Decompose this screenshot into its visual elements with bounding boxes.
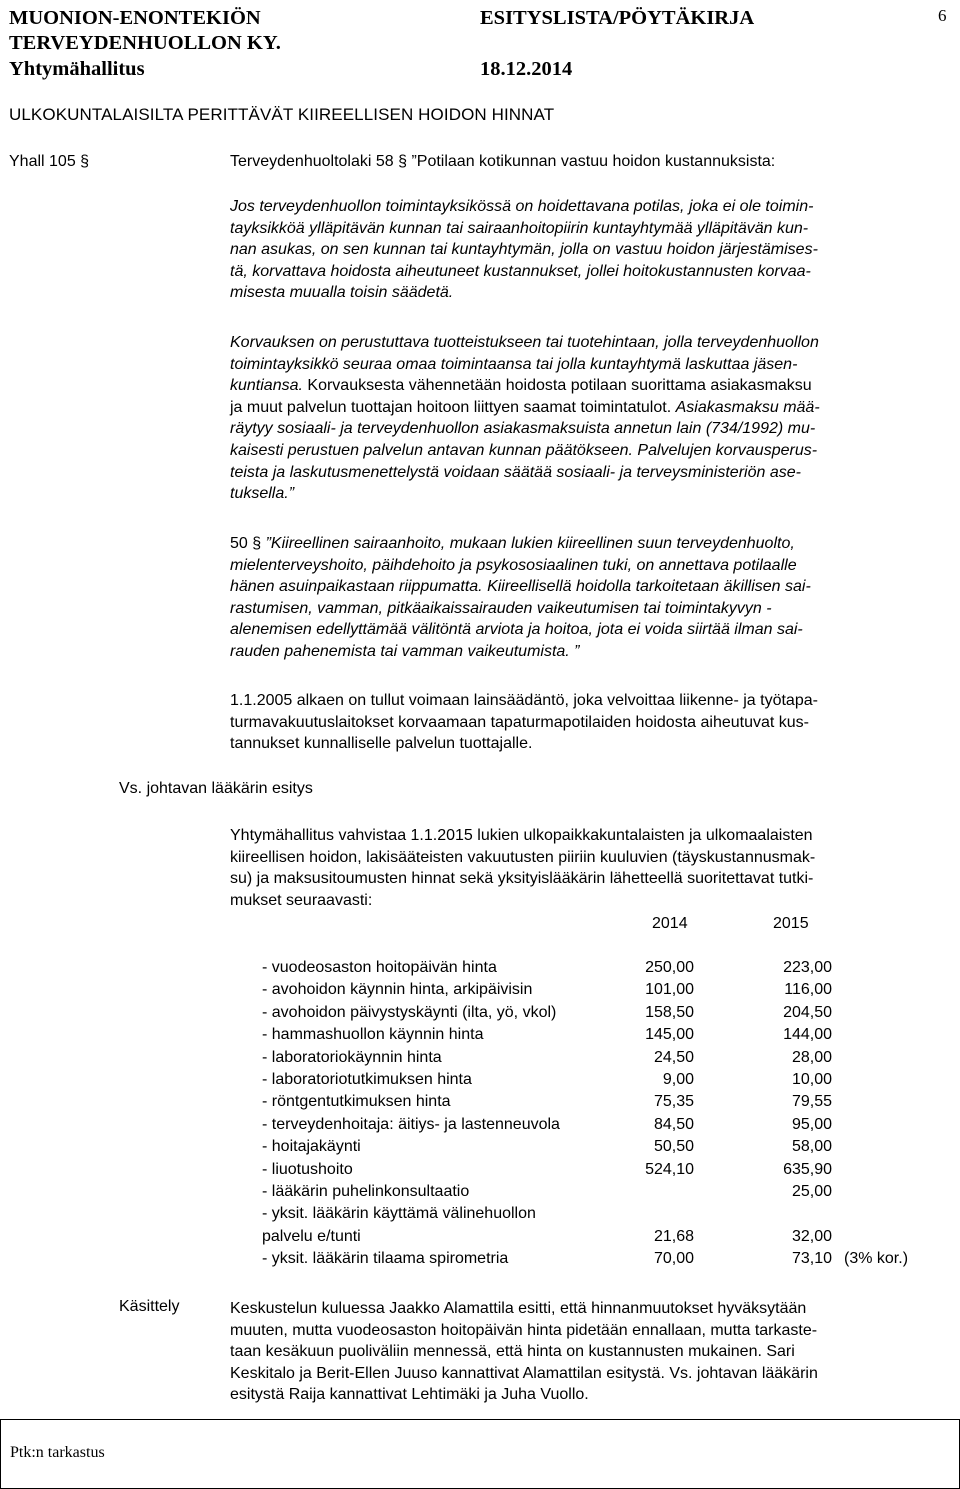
fee-2014: 158,50 <box>645 1003 694 1021</box>
spacer <box>694 957 768 979</box>
fee-2014 <box>630 1203 694 1225</box>
fee-2015: 223,00 <box>783 959 832 976</box>
doc-type: ESITYSLISTA/PÖYTÄKIRJA <box>480 7 755 29</box>
fee-2015: 73,10 <box>791 1250 832 1268</box>
sec50-text: Kiireellisellä hoidolla tarkoitetaan äkillisen sai- <box>487 578 811 596</box>
proposal-line: Yhtymähallitus vahvistaa 1.1.2015 lukien ulkopaikkakuntalaisten ja ulkomaalaisten <box>230 827 813 844</box>
spacer <box>694 1136 768 1158</box>
quote2-line <box>230 397 950 419</box>
proposal-line: kiireellisen hoidon, lakisääteisten vakuutusten piiriin kuuluvien (täyskustannusmak- <box>230 848 816 866</box>
fee-item: - yksit. lääkärin tilaama spirometria <box>262 1250 509 1268</box>
quote1-line: misesta muualla toisin säädetä. <box>230 284 454 302</box>
fee-row <box>262 1002 908 1024</box>
fee-2015: 28,00 <box>791 1048 832 1066</box>
proposal-line: mukset seuraavasti: <box>230 891 373 909</box>
fee-item: - yksit. lääkärin käyttämä välinehuollon <box>262 1205 536 1223</box>
meeting-date: 18.12.2014 <box>480 58 573 80</box>
review-box <box>0 1419 960 1489</box>
discussion-line: taan kesäkuun puoliväliin mennessä, että hinta on kustannusten mukainen. Sari <box>230 1343 795 1361</box>
fee-note <box>832 1091 908 1113</box>
discussion-line: esitystä Raija kannattivat Lehtimäki ja Juha Vuollo. <box>230 1386 589 1404</box>
fee-table <box>262 957 908 1271</box>
fee-row <box>262 1024 908 1046</box>
spacer <box>694 1024 768 1046</box>
quote2-normal-part: Korvauksesta vähennetään hoidosta potilaan suorittama asiakasmaksu <box>307 377 812 395</box>
fee-item: - hammashuollon käynnin hinta <box>262 1026 484 1044</box>
fee-note <box>832 1047 908 1069</box>
fee-note <box>832 979 908 1001</box>
fee-2014: 250,00 <box>645 959 694 976</box>
quote1-line: nan asukas, on sen kunnan tai kuntayhtymän, jolla on vastuu hoidon järjestämises- <box>230 241 818 259</box>
law-section-50 <box>230 533 950 663</box>
case-reference: Yhall 105 § <box>9 153 90 170</box>
quote2-normal-part: ja muut palvelun tuottajan hoitoon liittyen saamat toimintatulot. <box>230 398 676 416</box>
sec50-text: ”Kiireellinen sairaanhoito, mukaan lukien kiireellinen suun terveydenhuolto, <box>265 535 795 552</box>
quote1-line: tä, korvattava hoidosta aiheutuneet kustannukset, jollei hoitokustannusten korvaa- <box>230 262 811 280</box>
fee-note <box>832 1114 908 1136</box>
document-title: ULKOKUNTALAISILTA PERITTÄVÄT KIIREELLISEN HOIDON HINNAT <box>9 105 555 124</box>
fee-row <box>262 1181 908 1203</box>
fee-2014: 9,00 <box>662 1071 694 1089</box>
fee-row <box>262 979 908 1001</box>
sec50-line: mielenterveyshoito, päihdehoito ja psykososiaalinen tuki, on annettava potilaalle <box>230 556 797 574</box>
fee-note <box>832 1203 908 1225</box>
column-header-2015: 2015 <box>773 915 809 932</box>
fee-item: - hoitajakäynti <box>262 1138 361 1156</box>
fee-2015: 95,00 <box>791 1115 832 1133</box>
quote1-line: Jos terveydenhuollon toimintayksikössä on hoidettavana potilas, joka ei ole toimin- <box>230 198 814 215</box>
proposal-text <box>230 825 950 911</box>
fee-row <box>262 1114 908 1136</box>
spacer <box>694 979 768 1001</box>
spacer <box>694 1047 768 1069</box>
sec50-line <box>230 576 950 598</box>
fee-note <box>832 1002 908 1024</box>
fee-item: - röntgentutkimuksen hinta <box>262 1093 451 1111</box>
fee-2015: 204,50 <box>783 1003 832 1021</box>
spacer <box>694 1002 768 1024</box>
fee-2015: 25,00 <box>791 1183 832 1201</box>
fee-2014: 145,00 <box>645 1026 694 1044</box>
fee-2015: 10,00 <box>791 1071 832 1089</box>
org-name-line2: TERVEYDENHUOLLON KY. <box>9 32 281 54</box>
fee-row <box>262 1136 908 1158</box>
law-quote-1 <box>230 196 950 304</box>
fee-item: - terveydenhoitaja: äitiys- ja lastenneuvola <box>262 1115 560 1133</box>
quote2-line: toimintayksikkö seuraa omaa toimintaansa tai jolla kuntayhtymä laskuttaa jäsen- <box>230 355 798 373</box>
spacer <box>694 1226 768 1248</box>
law2005-line: turmavakuutuslaitokset korvaamaan tapaturmapotilaiden hoidosta aiheutuvat kus- <box>230 713 809 731</box>
fee-note <box>832 1069 908 1091</box>
quote2-line: Korvauksen on perustuttava tuotteistukseen tai tuotehintaan, jolla terveydenhuollon <box>230 334 819 351</box>
quote2-italic-part: kaisesti perustuen palvelun antavan kunnan päätökseen. <box>230 441 638 459</box>
fee-item: palvelu e/tunti <box>262 1227 361 1245</box>
spacer <box>694 1069 768 1091</box>
fee-item: - avohoidon päivystyskäynti (ilta, yö, vkol) <box>262 1003 557 1021</box>
fee-2014: 70,00 <box>653 1250 694 1268</box>
fee-row <box>262 1159 908 1181</box>
org-name-line1: MUONION-ENONTEKIÖN <box>9 7 261 29</box>
fee-row <box>262 1248 908 1270</box>
law2005-line: 1.1.2005 alkaen on tullut voimaan lainsäädäntö, joka velvoittaa liikenne- ja työtapa- <box>230 692 818 709</box>
sec50-line: alenemisen edellyttämää välitöntä arviota ja hoitoa, jota ei voida siirtää ilman sai- <box>230 621 803 639</box>
sec50-text: hänen asuinpaikastaan riippumatta. <box>230 578 488 596</box>
fee-2014: 24,50 <box>653 1048 694 1066</box>
fee-item: - liuotushoito <box>262 1160 353 1178</box>
proposal-line: su) ja maksusitoumusten hinnat sekä yksityislääkärin lähetteellä suoritettavat tutki- <box>230 870 814 888</box>
quote1-line: tayksikköä ylläpitävän kunnan tai sairaanhoitopiirin kuntayhtymää ylläpitävän kun- <box>230 219 809 237</box>
spacer <box>694 1203 768 1225</box>
fee-row <box>262 1047 908 1069</box>
fee-2015: 79,55 <box>791 1093 832 1111</box>
spacer <box>694 1091 768 1113</box>
fee-row <box>262 1203 908 1225</box>
quote2-line <box>230 375 950 397</box>
quote2-italic-part: Asiakasmaksu mää- <box>675 398 820 416</box>
fee-2014 <box>630 1181 694 1203</box>
fee-note <box>832 1226 908 1248</box>
fee-2014: 50,50 <box>653 1138 694 1156</box>
fee-item: - laboratoriokäynnin hinta <box>262 1048 442 1066</box>
fee-row <box>262 957 908 979</box>
spacer <box>694 1159 768 1181</box>
discussion-line: muuten, mutta vuodeosaston hoitopäivän hinta pidetään ennallaan, mutta tarkaste- <box>230 1321 818 1339</box>
fee-2015: 144,00 <box>783 1026 832 1044</box>
quote2-line: teista ja laskutusmenettelystä voidaan säätää sosiaali- ja terveysministeriön ase- <box>230 463 801 481</box>
discussion-line: Keskustelun kuluessa Jaakko Alamattila esitti, että hinnanmuutokset hyväksytään <box>230 1300 807 1317</box>
sec50-line: rastumisen, vamman, pitkäaikaissairauden vaikeutumisen tai toimintakyvyn - <box>230 599 772 617</box>
quote2-line: räytyy sosiaali- ja terveydenhuollon asiakasmaksuista annetun lain (734/1992) mu- <box>230 420 816 438</box>
fee-2014: 101,00 <box>645 981 694 999</box>
fee-2014: 75,35 <box>653 1093 694 1111</box>
quote2-italic-part: kuntiansa. <box>230 377 308 395</box>
quote2-italic-part: Palvelujen korvausperus- <box>637 441 818 459</box>
law-quote-2 <box>230 332 950 505</box>
sec50-line <box>230 533 950 555</box>
fee-2015: 635,90 <box>783 1160 832 1178</box>
body-name: Yhtymähallitus <box>9 58 145 80</box>
fee-item: - vuodeosaston hoitopäivän hinta <box>262 959 497 976</box>
column-header-2014: 2014 <box>652 915 688 932</box>
fee-item: - avohoidon käynnin hinta, arkipäivisin <box>262 981 533 999</box>
fee-note <box>832 957 908 979</box>
law2005-line: tannukset kunnalliselle palvelun tuottajalle. <box>230 735 533 753</box>
sec50-ref: 50 § <box>230 535 266 552</box>
law-heading: Terveydenhuoltolaki 58 § ”Potilaan kotikunnan vastuu hoidon kustannuksista: <box>230 153 776 170</box>
spacer <box>694 1248 768 1270</box>
law-2005 <box>230 690 950 755</box>
review-label: Ptk:n tarkastus <box>10 1444 105 1461</box>
fee-row <box>262 1226 908 1248</box>
page-number: 6 <box>938 6 947 25</box>
fee-note <box>832 1159 908 1181</box>
quote2-line <box>230 440 950 462</box>
sec50-line: rauden pahenemista tai vamman vaikeutumista. ” <box>230 642 580 660</box>
fee-2014: 84,50 <box>653 1115 694 1133</box>
fee-row <box>262 1091 908 1113</box>
fee-2015 <box>768 1203 832 1225</box>
fee-row <box>262 1069 908 1091</box>
discussion-label: Käsittely <box>119 1298 180 1315</box>
proposal-label: Vs. johtavan lääkärin esitys <box>119 780 313 797</box>
spacer <box>694 1114 768 1136</box>
fee-2015: 58,00 <box>791 1138 832 1156</box>
fee-note <box>832 1181 908 1203</box>
discussion-text <box>230 1298 950 1406</box>
fee-item: - lääkärin puhelinkonsultaatio <box>262 1183 470 1201</box>
fee-2014: 524,10 <box>645 1160 694 1178</box>
discussion-line: Keskitalo ja Berit-Ellen Juuso kannattivat Alamattilan esitystä. Vs. johtavan lääkärin <box>230 1364 818 1382</box>
fee-note: (3% kor.) <box>844 1250 909 1268</box>
fee-note <box>832 1024 908 1046</box>
fee-2014: 21,68 <box>653 1227 694 1245</box>
fee-note <box>832 1136 908 1158</box>
fee-2015: 116,00 <box>784 981 832 999</box>
fee-item: - laboratoriotutkimuksen hinta <box>262 1071 472 1089</box>
fee-2015: 32,00 <box>791 1227 832 1245</box>
quote2-line: tuksella.” <box>230 485 295 503</box>
spacer <box>694 1181 768 1203</box>
